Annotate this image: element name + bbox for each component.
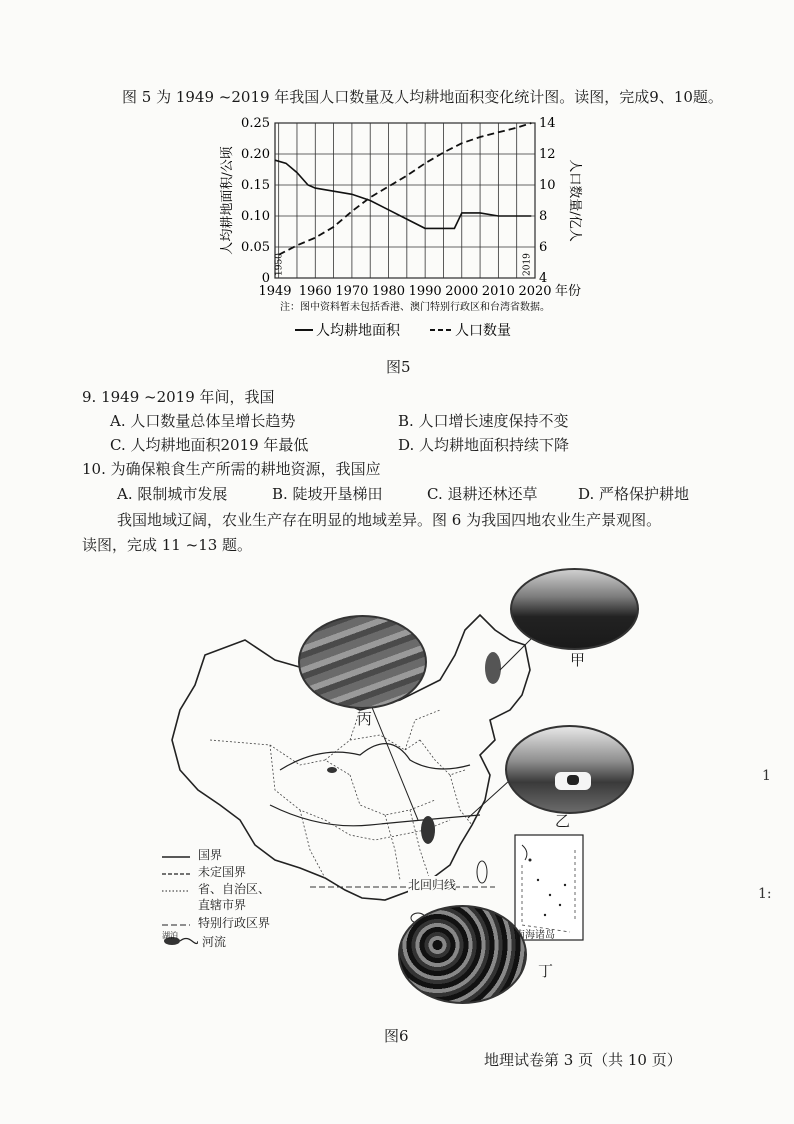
y-left-tick-label: 0.25	[241, 116, 270, 131]
photo-yi-cattle	[505, 725, 634, 814]
question-9-option-c[interactable]: C. 人均耕地面积2019 年最低	[110, 436, 309, 454]
photo-jia-farmland	[510, 568, 639, 650]
y-right-tick-label: 12	[539, 147, 556, 162]
label-yi: 乙	[555, 812, 571, 830]
south-sea-label: 南海诸岛	[515, 930, 555, 941]
x-tick-label: 1980	[371, 284, 406, 299]
figure6-intro-line2: 读图，完成 11 ~13 题。	[82, 536, 253, 554]
question-10-option-d[interactable]: D. 严格保护耕地	[578, 485, 690, 503]
figure6-caption: 图6	[384, 1027, 409, 1045]
cow-spot	[567, 775, 579, 785]
population-farmland-chart	[215, 115, 600, 340]
tropic-of-cancer-label: 北回归线	[408, 878, 457, 892]
taiwan-island	[477, 861, 487, 883]
y-right-tick-label: 14	[539, 116, 556, 131]
lake-northeast	[485, 652, 501, 684]
y-right-tick-label: 10	[539, 178, 556, 193]
y-left-tick-label: 0.10	[241, 209, 270, 224]
x-tick-label: 2020	[518, 284, 552, 299]
province-borders	[210, 710, 472, 880]
label-ding: 丁	[538, 962, 554, 980]
question-9-option-a[interactable]: A. 人口数量总体呈增长趋势	[110, 412, 296, 430]
lake-poyang	[421, 816, 435, 844]
question-10-option-c[interactable]: C. 退耕还林还草	[427, 485, 538, 503]
x-tick-label: 1960	[298, 284, 332, 299]
margin-mark-1: 1	[762, 768, 771, 784]
inner-year-label-start: 1950	[274, 253, 285, 276]
south-sea-inset	[515, 835, 583, 940]
margin-mark-2: 1:	[758, 886, 772, 902]
y-right-tick-label: 8	[539, 209, 548, 224]
legend-national-border: 国界	[198, 848, 223, 862]
x-axis-unit: 年份	[555, 284, 582, 299]
x-tick-label: 1970	[335, 284, 369, 299]
y-left-tick-label: 0.15	[241, 178, 270, 193]
x-tick-label: 2010	[481, 284, 515, 299]
legend-label-population: 人口数量	[455, 323, 511, 339]
x-tick-label: 2000	[445, 284, 479, 299]
figure5-caption: 图5	[386, 358, 411, 376]
legend-undefined-border: 未定国界	[198, 865, 247, 879]
y-left-axis-label: 人均耕地面积/公顷	[220, 146, 235, 255]
y-left-tick-label: 0	[261, 271, 270, 286]
question-10-option-a[interactable]: A. 限制城市发展	[117, 485, 228, 503]
question-9-option-d[interactable]: D. 人均耕地面积持续下降	[398, 436, 570, 454]
y-right-tick-label: 4	[539, 271, 548, 286]
question-10-stem: 10. 为确保粮食生产所需的耕地资源，我国应	[82, 460, 381, 478]
figure6-intro-line1: 我国地域辽阔，农业生产存在明显的地域差异。图 6 为我国四地农业生产景观图。	[117, 511, 662, 529]
plot-frame	[275, 123, 535, 278]
question-9-option-b[interactable]: B. 人口增长速度保持不变	[398, 412, 569, 430]
y-left-tick-label: 0.05	[241, 240, 270, 255]
label-bing: 丙	[357, 710, 373, 728]
y-left-tick-label: 0.20	[241, 147, 270, 162]
x-tick-label: 1949	[258, 284, 292, 299]
page-footer: 地理试卷第 3 页（共 10 页）	[484, 1051, 682, 1069]
question-10-option-b[interactable]: B. 陡坡开垦梯田	[272, 485, 383, 503]
label-jia: 甲	[570, 651, 586, 669]
photo-ding-paddy	[398, 905, 527, 1004]
question-9-stem: 9. 1949 ~2019 年间，我国	[82, 388, 275, 406]
inner-year-label-end: 2019	[522, 253, 533, 276]
legend-province-border-2: 直辖市界	[198, 898, 247, 912]
x-tick-label: 1990	[408, 284, 442, 299]
chart-note: 注：图中资料暂未包括香港、澳门特别行政区和台湾省数据。	[280, 302, 550, 313]
legend-label-farmland: 人均耕地面积	[316, 323, 400, 339]
figure6-map	[150, 560, 650, 1020]
legend-sar-border: 特别行政区界	[198, 916, 271, 930]
lake-qinghai	[327, 767, 337, 773]
figure5-chart	[215, 115, 600, 340]
series-line-farmland	[275, 160, 531, 228]
figure5-intro: 图 5 为 1949 ~2019 年我国人口数量及人均耕地面积变化统计图。读图，完成9、10题。	[122, 88, 723, 106]
y-right-tick-label: 6	[539, 240, 548, 255]
legend-lake: 湖泊	[162, 931, 178, 940]
legend-river: 河流	[202, 935, 227, 949]
legend-province-border-1: 省、自治区、	[198, 882, 271, 896]
photo-bing-terraces	[298, 615, 427, 709]
y-right-axis-label: 人口数量/亿人	[567, 159, 582, 242]
